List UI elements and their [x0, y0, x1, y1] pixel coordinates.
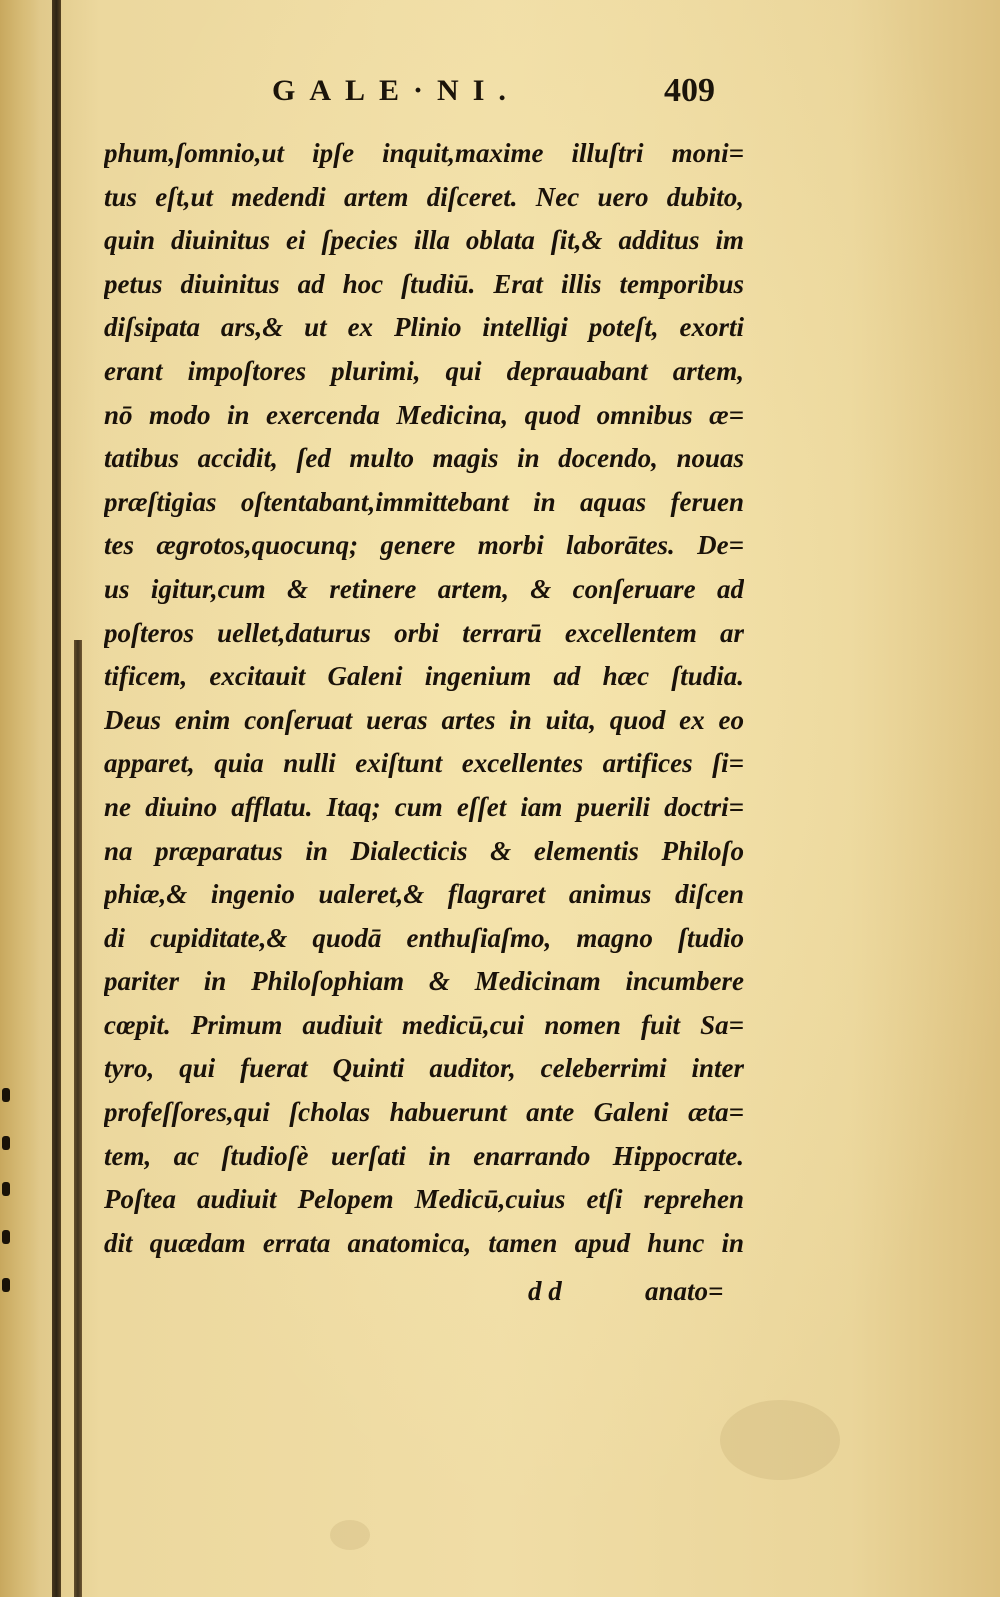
- running-head: GALE·NI.: [272, 74, 520, 107]
- text-line: dit quædam errata anatomica, tamen apud hunc in: [104, 1227, 744, 1258]
- paper-stain: [720, 1400, 840, 1480]
- text-line: Poſtea audiuit Pelopem Medicū,cuius etſi reprehen: [104, 1184, 744, 1215]
- text-line: profeſſores,qui ſcholas habuerunt ante Galeni æta=: [104, 1097, 744, 1128]
- gutter-shadow: [52, 0, 61, 1597]
- text-line: na præparatus in Dialecticis & elementis Philoſo: [104, 835, 744, 866]
- spine-shadow: [0, 0, 40, 1597]
- text-line: quin diuinitus ei ſpecies illa oblata ſit,& additus im: [104, 225, 744, 256]
- text-line: tus eſt,ut medendi artem diſceret. Nec uero dubito,: [104, 181, 744, 212]
- page-number: 409: [664, 72, 715, 109]
- edge-mark: [2, 1088, 10, 1102]
- edge-mark: [2, 1136, 10, 1150]
- text-line: phiæ,& ingenio ualeret,& flagraret animus diſcen: [104, 879, 744, 910]
- text-line: petus diuinitus ad hoc ſtudiū. Erat illis temporibus: [104, 268, 744, 299]
- text-line: tificem, excitauit Galeni ingenium ad hæc ſtudia.: [104, 661, 744, 692]
- text-line: apparet, quia nulli exiſtunt excellentes artifices ſi=: [104, 748, 744, 779]
- edge-mark: [2, 1182, 10, 1196]
- gutter-shadow-lower: [74, 640, 82, 1597]
- text-line: tem, ac ſtudioſè uerſati in enarrando Hippocrate.: [104, 1140, 744, 1171]
- text-line: tatibus accidit, ſed multo magis in docendo, nouas: [104, 443, 744, 474]
- text-line: nō modo in exercenda Medicina, quod omnibus æ=: [104, 399, 744, 430]
- text-line: erant impoſtores plurimi, qui deprauabant artem,: [104, 355, 744, 386]
- signature-mark: d d: [528, 1276, 562, 1306]
- text-line: ne diuino afflatu. Itaq; cum eſſet iam puerili doctri=: [104, 791, 744, 822]
- catchword: anato=: [645, 1276, 724, 1306]
- text-line: Deus enim conſeruat ueras artes in uita, quod ex eo: [104, 704, 744, 735]
- text-line: tyro, qui fuerat Quinti auditor, celeberrimi inter: [104, 1053, 744, 1084]
- paper-stain: [330, 1520, 370, 1550]
- text-line: di cupiditate,& quodā enthuſiaſmo, magno ſtudio: [104, 922, 744, 953]
- body-text: [104, 132, 744, 1265]
- text-line: cœpit. Primum audiuit medicū,cui nomen fuit Sa=: [104, 1009, 744, 1040]
- text-line: phum,ſomnio,ut ipſe inquit,maxime illuſtri moni=: [104, 138, 744, 168]
- text-line: poſteros uellet,daturus orbi terrarū excellentem ar: [104, 617, 744, 648]
- text-line: diſsipata ars,& ut ex Plinio intelligi poteſt, exorti: [104, 312, 744, 343]
- text-line: tes ægrotos,quocunq; genere morbi laborātes. De=: [104, 530, 744, 561]
- text-line: us igitur,cum & retinere artem, & conſeruare ad: [104, 573, 744, 604]
- edge-mark: [2, 1230, 10, 1244]
- edge-mark: [2, 1278, 10, 1292]
- text-line: præſtigias oſtentabant,immittebant in aquas feruen: [104, 486, 744, 517]
- text-line: pariter in Philoſophiam & Medicinam incumbere: [104, 966, 744, 997]
